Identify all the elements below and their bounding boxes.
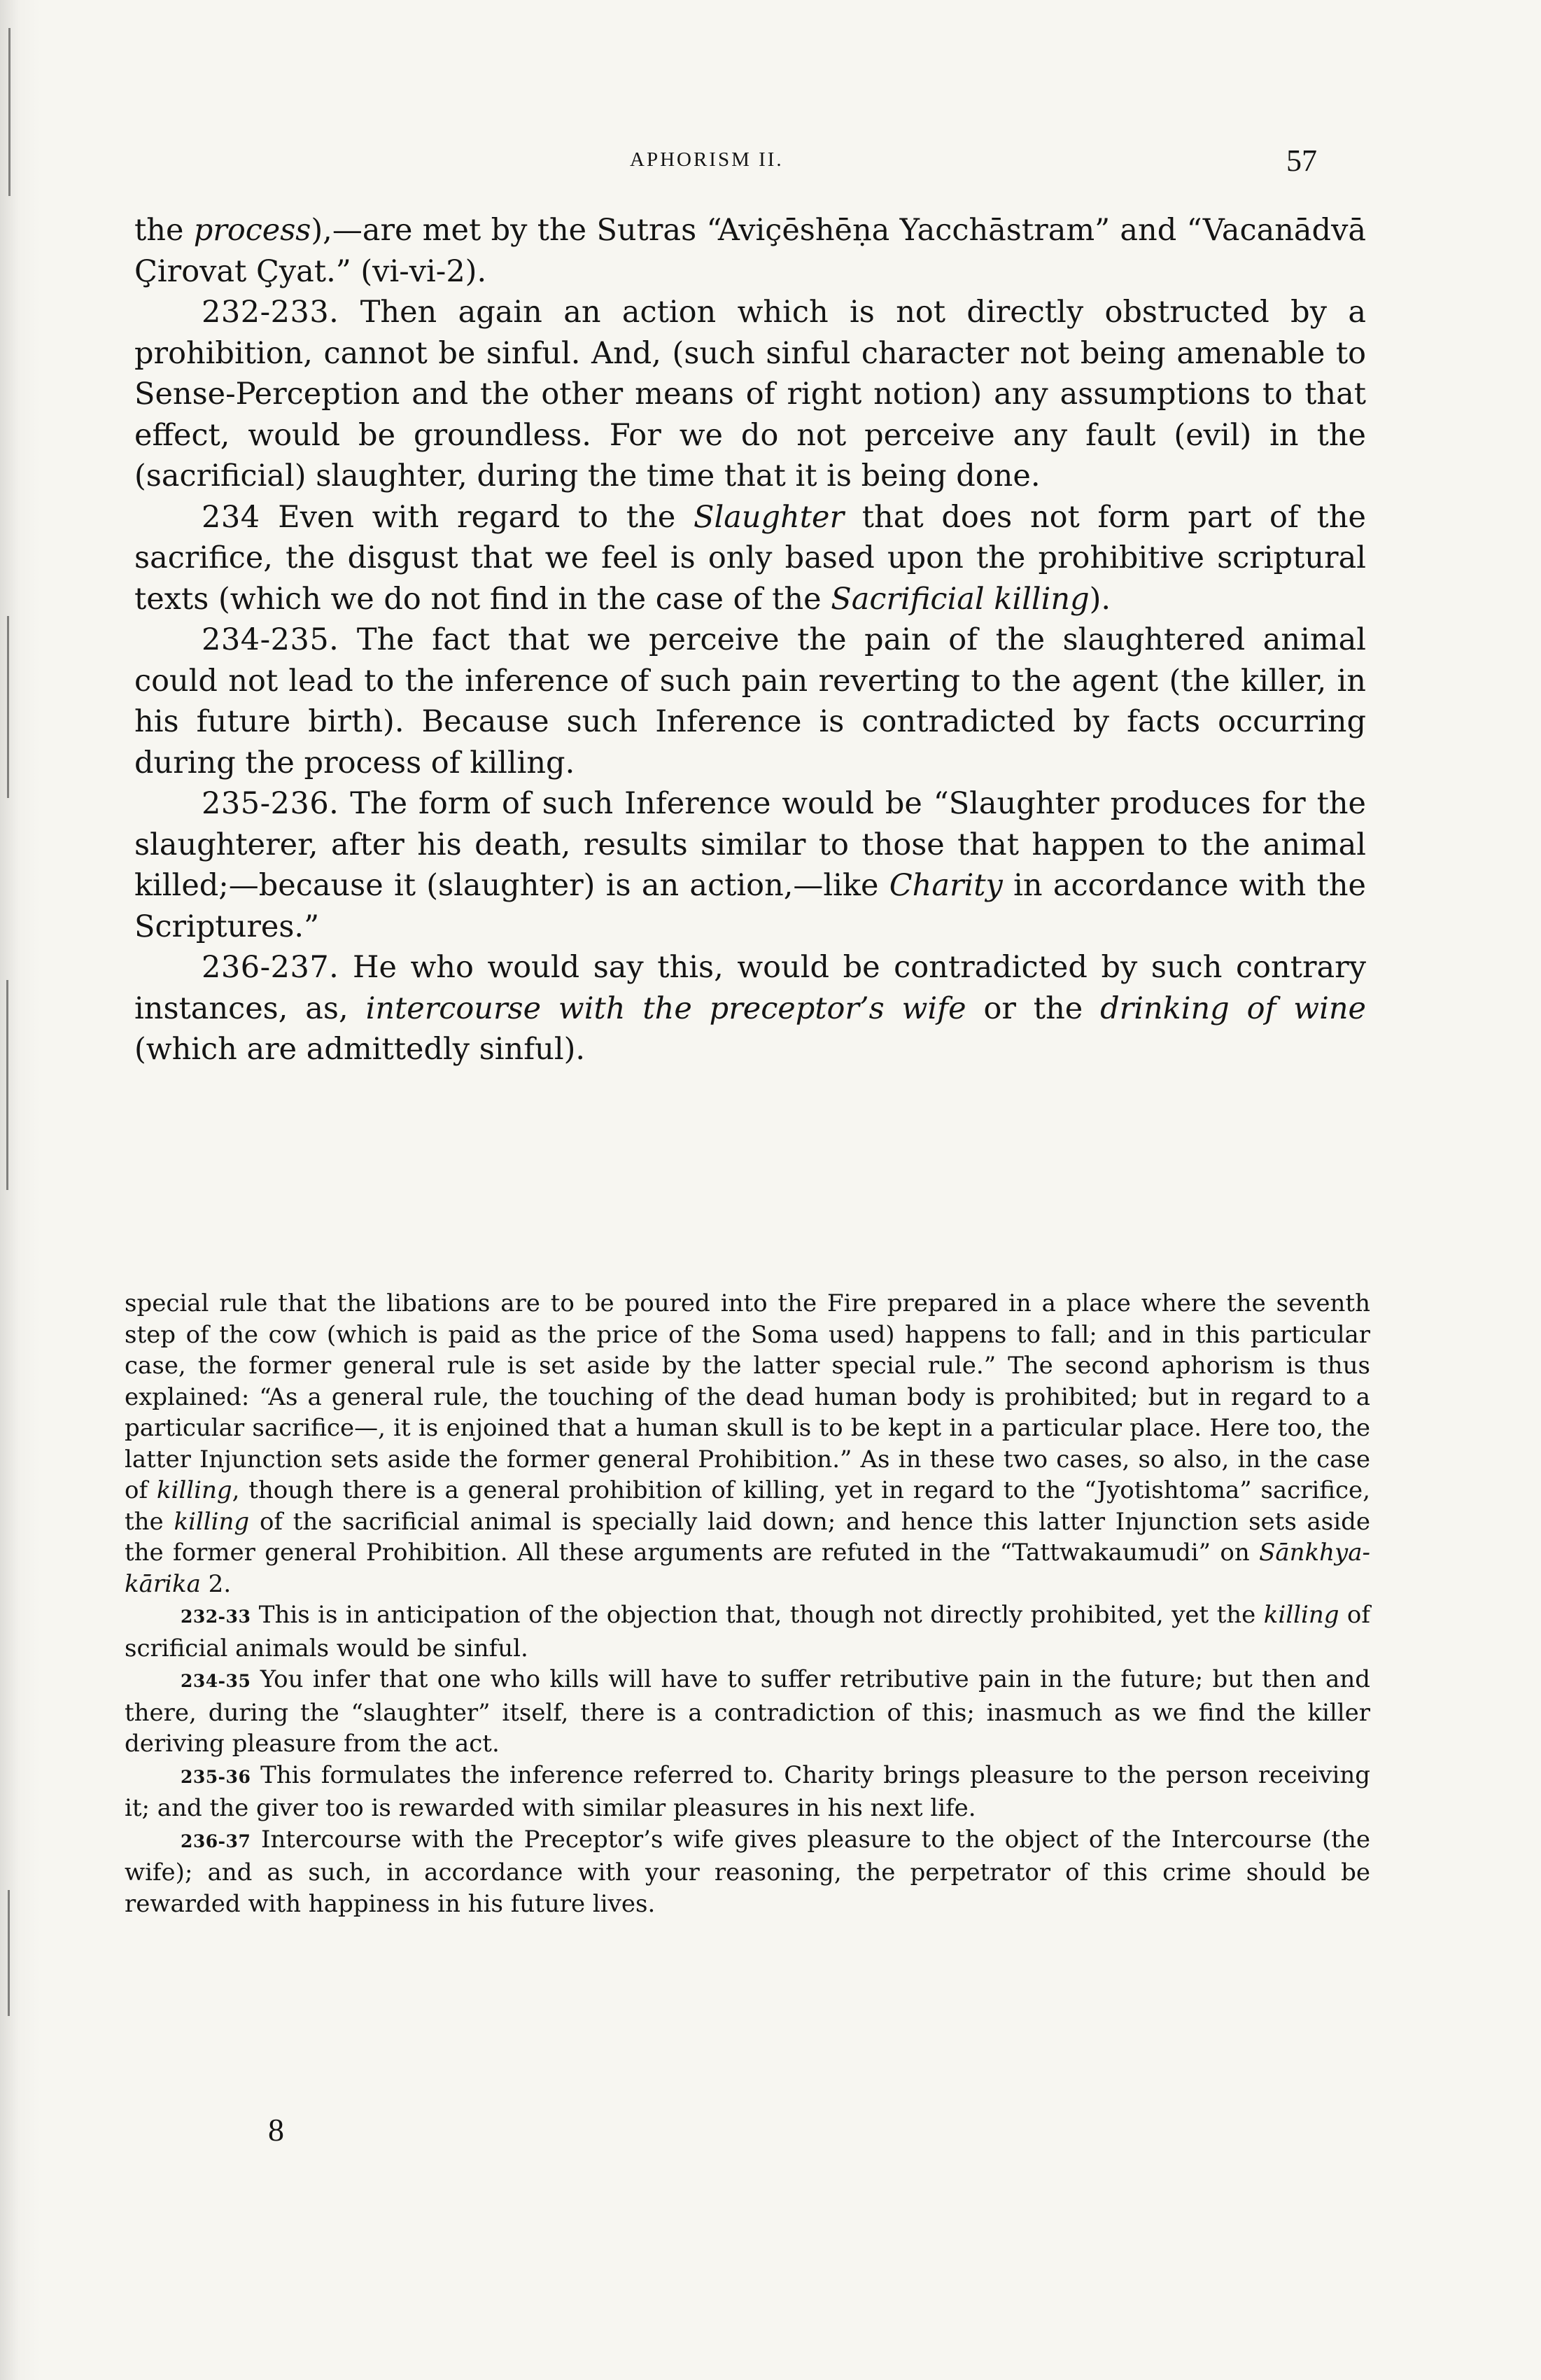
paragraph: the process),—are met by the Sutras “Aviçēshēṇa Yacchāstram” and “Vacanādvā Çirovat Çyat.” (vi-vi-2). xyxy=(134,213,1366,289)
page-number: 57 xyxy=(1286,144,1317,178)
footnote-label: 234-35 xyxy=(181,1671,251,1691)
footnote-label: 232-33 xyxy=(181,1606,251,1627)
paragraph: 236-237. He who would say this, would be contradicted by such contrary instances, as, intercourse with the preceptor’s wife or the drinking of wine (which are admittedly sinful). xyxy=(134,950,1366,1067)
footnote: 236-37 Intercourse with the Preceptor’s wife gives pleasure to the object of the Intercourse (the wife); and as such, in accordance with your reasoning, the perpetrator of this crime should be rewarded with happiness in his future lives. xyxy=(125,1825,1370,1918)
scan-mark xyxy=(7,616,9,798)
footnote: special rule that the libations are to be poured into the Fire prepared in a place where the seventh step of the cow (which is paid as the price of the Soma used) happens to fall; and in this particular case, the former general rule is set aside by the latter special rule.” The second aphorism is thus explained: “As a general rule, the touching of the dead human body is prohibited; but in regard to a particular sacrifice—, it is enjoined that a human skull is to be kept in a particular place. Here too, the latter Injunction sets aside the former general Prohibition.” As in these two cases, so also, in the case of killing, though there is a general prohibition of killing, yet in regard to the “Jyotishtoma” sacrifice, the killing of the sacrificial animal is specially laid down; and hence this latter Injunction sets aside the former general Prohibition. All these arguments are refuted in the “Tattwakaumudi” on Sānkhya-kārika 2. xyxy=(125,1289,1370,1598)
paragraph: 235-236. The form of such Inference would be “Slaughter produces for the slaughterer, after his death, results similar to those that happen to the animal killed;—because it (slaughter) is an action,—like Charity in accordance with the Scriptures.” xyxy=(134,786,1367,944)
footnotes xyxy=(125,1288,1370,1919)
footnote: 235-36 This formulates the inference referred to. Charity brings pleasure to the person receiving it; and the giver too is rewarded with similar pleasures in his next life. xyxy=(125,1760,1370,1822)
footnote: 234-35 You infer that one who kills will have to suffer retributive pain in the future; but then and there, during the “slaughter” itself, there is a contradiction of this; inasmuch as we find the killer deriving pleasure from the act. xyxy=(125,1665,1370,1758)
scan-shadow xyxy=(0,0,42,2380)
footnote-label: 235-36 xyxy=(181,1766,251,1787)
verse-number: 235-236. xyxy=(202,786,339,821)
verse-number: 234-235. xyxy=(202,622,339,657)
paragraph: 234-235. The fact that we perceive the pain of the slaughtered animal could not lead to the inference of such pain reverting to the agent (the killer, in his future birth). Because such Inference is contradicted by facts occurring during the process of killing. xyxy=(134,622,1366,780)
running-head: APHORISM II. xyxy=(630,148,784,171)
paragraph: 234 Even with regard to the Slaughter that does not form part of the sacrifice, the disgust that we feel is only based upon the prohibitive scriptural texts (which we do not find in the case of the Sacrificial killing). xyxy=(134,499,1366,617)
verse-number: 234 xyxy=(202,499,260,535)
signature-mark: 8 xyxy=(268,2112,284,2148)
main-text xyxy=(134,210,1366,1070)
paragraph: 232-233. Then again an action which is not directly obstructed by a prohibition, cannot be sinful. And, (such sinful character not being amenable to Sense-Perception and the other means of right notion) any assumptions to that effect, would be groundless. For we do not perceive any fault (evil) in the (sacrificial) slaughter, during the time that it is being done. xyxy=(134,295,1367,493)
verse-number: 232-233. xyxy=(202,295,339,330)
scan-mark xyxy=(6,980,8,1190)
footnote-label: 236-37 xyxy=(181,1830,251,1851)
footnote: 232-33 This is in anticipation of the objection that, though not directly prohibited, yet the killing of scrificial animals would be sinful. xyxy=(125,1601,1370,1662)
page-header xyxy=(0,144,1541,190)
verse-number: 236-237. xyxy=(202,950,339,985)
scan-mark xyxy=(8,1890,10,2016)
